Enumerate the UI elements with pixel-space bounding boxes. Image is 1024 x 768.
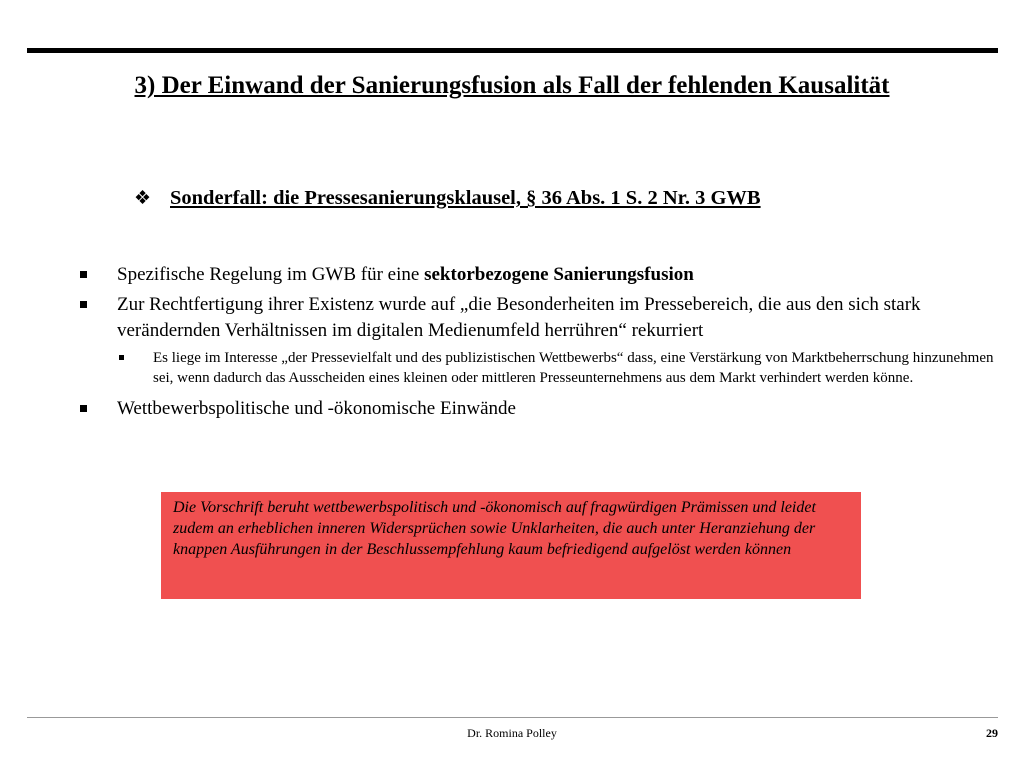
bullet-item [76, 292, 1006, 344]
page-number: 29 [986, 726, 998, 740]
top-divider [27, 48, 998, 53]
sub-bullet-item [117, 348, 1006, 388]
subtitle-text: Sonderfall: die Pressesanierungsklausel, § 36 Abs. 1 S. 2 Nr. 3 GWB [170, 187, 761, 209]
diamond-bullet-icon: ❖ [134, 188, 152, 209]
square-bullet-icon [119, 355, 124, 360]
bullet-list [76, 262, 1006, 426]
callout-text: Die Vorschrift beruht wettbewerbspolitisch und -ökonomisch auf fragwürdigen Prämissen und leidet zudem an erheblichen inneren Widersprüchen sowie Unklarheiten, die auch unter Heranziehung der knappen Ausführungen in der Beschlussempfehlung kaum befriedigend aufgelöst werden können [173, 499, 816, 558]
bullet-text: Zur Rechtfertigung ihrer Existenz wurde auf „die Besonderheiten im Pressebereich, die aus den sich stark verändernden Verhältnissen im digitalen Medienumfeld herrühren“ rekurriert [117, 294, 921, 341]
subtitle-row [134, 184, 761, 213]
footer-author: Dr. Romina Polley [467, 726, 557, 740]
bullet-item [76, 396, 1006, 422]
bullet-text: Wettbewerbspolitische und -ökonomische Einwände [117, 398, 516, 419]
bullet-emphasis: sektorbezogene Sanierungsfusion [424, 264, 694, 285]
bullet-text: Spezifische Regelung im GWB für eine [117, 264, 425, 285]
callout-box [161, 492, 861, 599]
square-bullet-icon [80, 301, 87, 308]
bullet-item [76, 262, 1006, 288]
footer-divider [27, 717, 998, 718]
slide-title: 3) Der Einwand der Sanierungsfusion als Fall der fehlenden Kausalität [134, 72, 890, 99]
sub-bullet-text: Es liege im Interesse „der Pressevielfalt und des publizistischen Wettbewerbs“ dass, eine Verstärkung von Marktbeherrschung hinzunehmen sei, wenn dadurch das Ausscheiden eines kleinen oder mittleren Presseunternehmens aus dem Markt verhindert werden könne. [153, 350, 994, 386]
square-bullet-icon [80, 271, 87, 278]
square-bullet-icon [80, 405, 87, 412]
